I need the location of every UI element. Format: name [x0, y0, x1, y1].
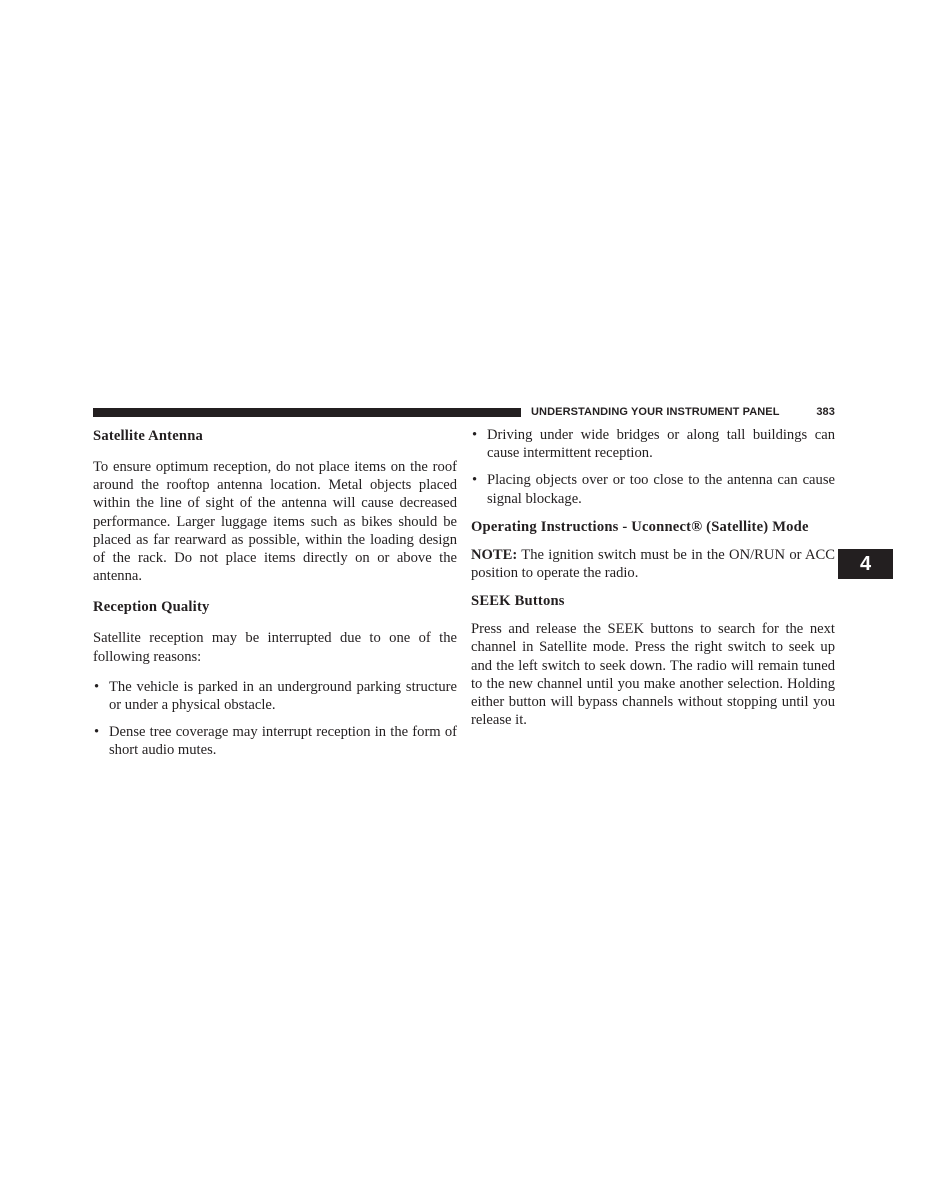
chapter-tab: 4 — [838, 549, 893, 579]
satellite-antenna-heading: Satellite Antenna — [93, 428, 204, 444]
bullet-icon: • — [472, 427, 478, 443]
list-item: • Placing objects over or too close to the antenna can cause signal blockage. — [472, 472, 835, 507]
page-number: 383 — [816, 406, 835, 418]
reception-quality-heading: Reception Quality — [93, 599, 210, 616]
reception-bullet-list-continued — [471, 426, 835, 508]
note-text: The ignition switch must be in the ON/RUN or ACC position to operate the radio. — [471, 546, 835, 582]
operating-instructions-heading: Operating Instructions - Uconnect® (Satellite) Mode — [471, 518, 809, 535]
right-column — [471, 426, 835, 729]
bullet-icon: • — [94, 678, 100, 695]
seek-buttons-heading: SEEK Buttons — [471, 593, 565, 610]
section-title: UNDERSTANDING YOUR INSTRUMENT PANEL — [531, 406, 780, 418]
note-paragraph — [471, 546, 835, 582]
left-column — [93, 426, 457, 760]
reception-quality-paragraph: Satellite reception may be interrupted due to one of the following reasons: — [93, 630, 457, 665]
note-label: NOTE: — [471, 546, 518, 563]
reception-bullet-list — [93, 678, 457, 760]
satellite-antenna-paragraph: To ensure optimum reception, do not place items on the roof around the rooftop antenna location. Metal objects placed within the line of sight of the antenna will cause decreased performance. Larger luggage items such as bikes should be placed as far rearward as possible, within the loading design of the rack. Do not place items directly on or above the antenna. — [93, 459, 457, 585]
running-header — [531, 404, 835, 420]
list-item: • Driving under wide bridges or along tall buildings can cause intermittent reception. — [472, 427, 835, 462]
list-item: • The vehicle is parked in an underground parking structure or under a physical obstacle. — [94, 678, 457, 714]
list-item: • Dense tree coverage may interrupt reception in the form of short audio mutes. — [94, 724, 457, 759]
bullet-icon: • — [94, 724, 100, 741]
header-rule — [93, 408, 521, 417]
bullet-icon: • — [472, 472, 478, 489]
seek-buttons-paragraph: Press and release the SEEK buttons to search for the next channel in Satellite mode. Press the right switch to seek up and the left switch to seek down. The radio will remain tuned to the new channel until you make another selection. Holding either button will bypass channels without stopping until you release it. — [471, 621, 835, 729]
